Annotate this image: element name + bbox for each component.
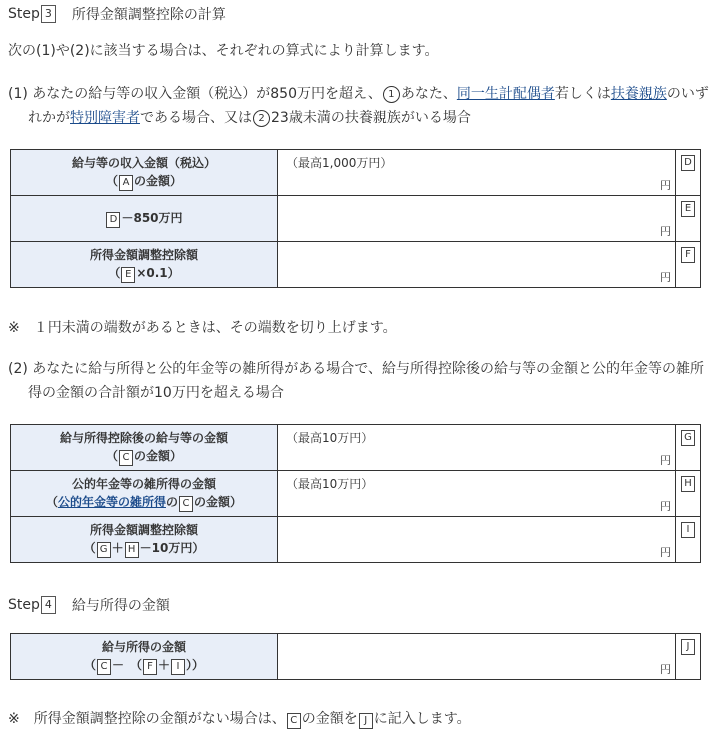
row-label: 給与所得控除後の給与等の金額 （ C の金額） bbox=[11, 425, 278, 471]
link-special-disabled[interactable]: 特別障害者 bbox=[70, 110, 140, 126]
amount-input-i[interactable]: 円 bbox=[278, 517, 676, 563]
table-row bbox=[11, 242, 701, 288]
table-row bbox=[11, 471, 701, 517]
row-label: 給与等の収入金額（税込） （ A の金額） bbox=[11, 150, 278, 196]
final-note: ※ 所得金額調整控除の金額がない場合は、 C の金額を J に記入します。 bbox=[8, 711, 471, 727]
circled-number-2: 2 bbox=[253, 110, 270, 127]
income-adjustment-table-1 bbox=[10, 149, 701, 288]
link-dependent-relatives[interactable]: 扶養親族 bbox=[610, 86, 667, 102]
table-row bbox=[11, 196, 701, 242]
ref-box: D bbox=[106, 212, 120, 228]
amount-input-j[interactable]: 円 bbox=[278, 634, 676, 680]
ref-box: C bbox=[97, 659, 111, 675]
ref-box: C bbox=[119, 450, 133, 466]
row-label: 公的年金等の雑所得の金額 （公的年金等の雑所得の C の金額） bbox=[11, 471, 278, 517]
ref-box: F bbox=[143, 659, 157, 675]
ref-box: H bbox=[125, 542, 139, 558]
step-3-heading bbox=[8, 4, 226, 24]
ref-box: E bbox=[121, 267, 135, 283]
step-label: Step bbox=[8, 6, 40, 22]
ref-box: I bbox=[171, 659, 185, 675]
intro-text: 次の(1)や(2)に該当する場合は、それぞれの算式により計算します。 bbox=[8, 43, 439, 59]
salary-income-table bbox=[10, 633, 701, 680]
step-label: Step bbox=[8, 597, 40, 613]
table-row bbox=[11, 425, 701, 471]
ref-box: G bbox=[97, 542, 111, 558]
income-adjustment-table-2 bbox=[10, 424, 701, 563]
amount-input-f[interactable]: 円 bbox=[278, 242, 676, 288]
row-key: D bbox=[676, 150, 701, 196]
row-key: E bbox=[676, 196, 701, 242]
condition-1-text: (1) あなたの給与等の収入金額（税込）が850万円を超え、 1 あなた、同一生計配偶者若しくは扶養親族のいずれかが特別障害者である場合、又は 2 23歳未満の扶養親族がいる場合 bbox=[8, 86, 709, 126]
ref-box: A bbox=[119, 175, 133, 191]
amount-input-e[interactable]: 円 bbox=[278, 196, 676, 242]
step-number: 4 bbox=[41, 596, 56, 614]
ref-box: C bbox=[287, 713, 301, 729]
row-label: 給与所得の金額 （ C － （ F ＋ I ）） bbox=[11, 634, 278, 680]
amount-input-d[interactable]: （最高1,000万円） 円 bbox=[278, 150, 676, 196]
step-title: 所得金額調整控除の計算 bbox=[71, 7, 226, 23]
row-label: D －850万円 bbox=[11, 196, 278, 242]
row-key: I bbox=[676, 517, 701, 563]
step-title: 給与所得の金額 bbox=[71, 598, 170, 614]
amount-input-h[interactable]: （最高10万円） 円 bbox=[278, 471, 676, 517]
table-row bbox=[11, 634, 701, 680]
circled-number-1: 1 bbox=[383, 86, 400, 103]
amount-input-g[interactable]: （最高10万円） 円 bbox=[278, 425, 676, 471]
step-4-heading bbox=[8, 595, 170, 615]
row-key: F bbox=[676, 242, 701, 288]
condition-2-text: (2) あなたに給与所得と公的年金等の雑所得がある場合で、給与所得控除後の給与等の金額と公的年金等の雑所得の金額の合計額が10万円を超える場合 bbox=[8, 361, 704, 401]
row-key: H bbox=[676, 471, 701, 517]
link-public-pension-misc-income[interactable]: 公的年金等の雑所得 bbox=[57, 495, 166, 509]
table-row bbox=[11, 150, 701, 196]
table-row bbox=[11, 517, 701, 563]
link-same-household-spouse[interactable]: 同一生計配偶者 bbox=[456, 86, 555, 102]
ref-box: J bbox=[359, 713, 373, 729]
row-label: 所得金額調整控除額 （ E ×0.1） bbox=[11, 242, 278, 288]
rounding-note: ※ １円未満の端数があるときは、その端数を切り上げます。 bbox=[8, 320, 397, 336]
row-key: J bbox=[676, 634, 701, 680]
ref-box: C bbox=[179, 496, 193, 512]
row-key: G bbox=[676, 425, 701, 471]
step-number: 3 bbox=[41, 5, 56, 23]
row-label: 所得金額調整控除額 （ G ＋ H －10万円） bbox=[11, 517, 278, 563]
